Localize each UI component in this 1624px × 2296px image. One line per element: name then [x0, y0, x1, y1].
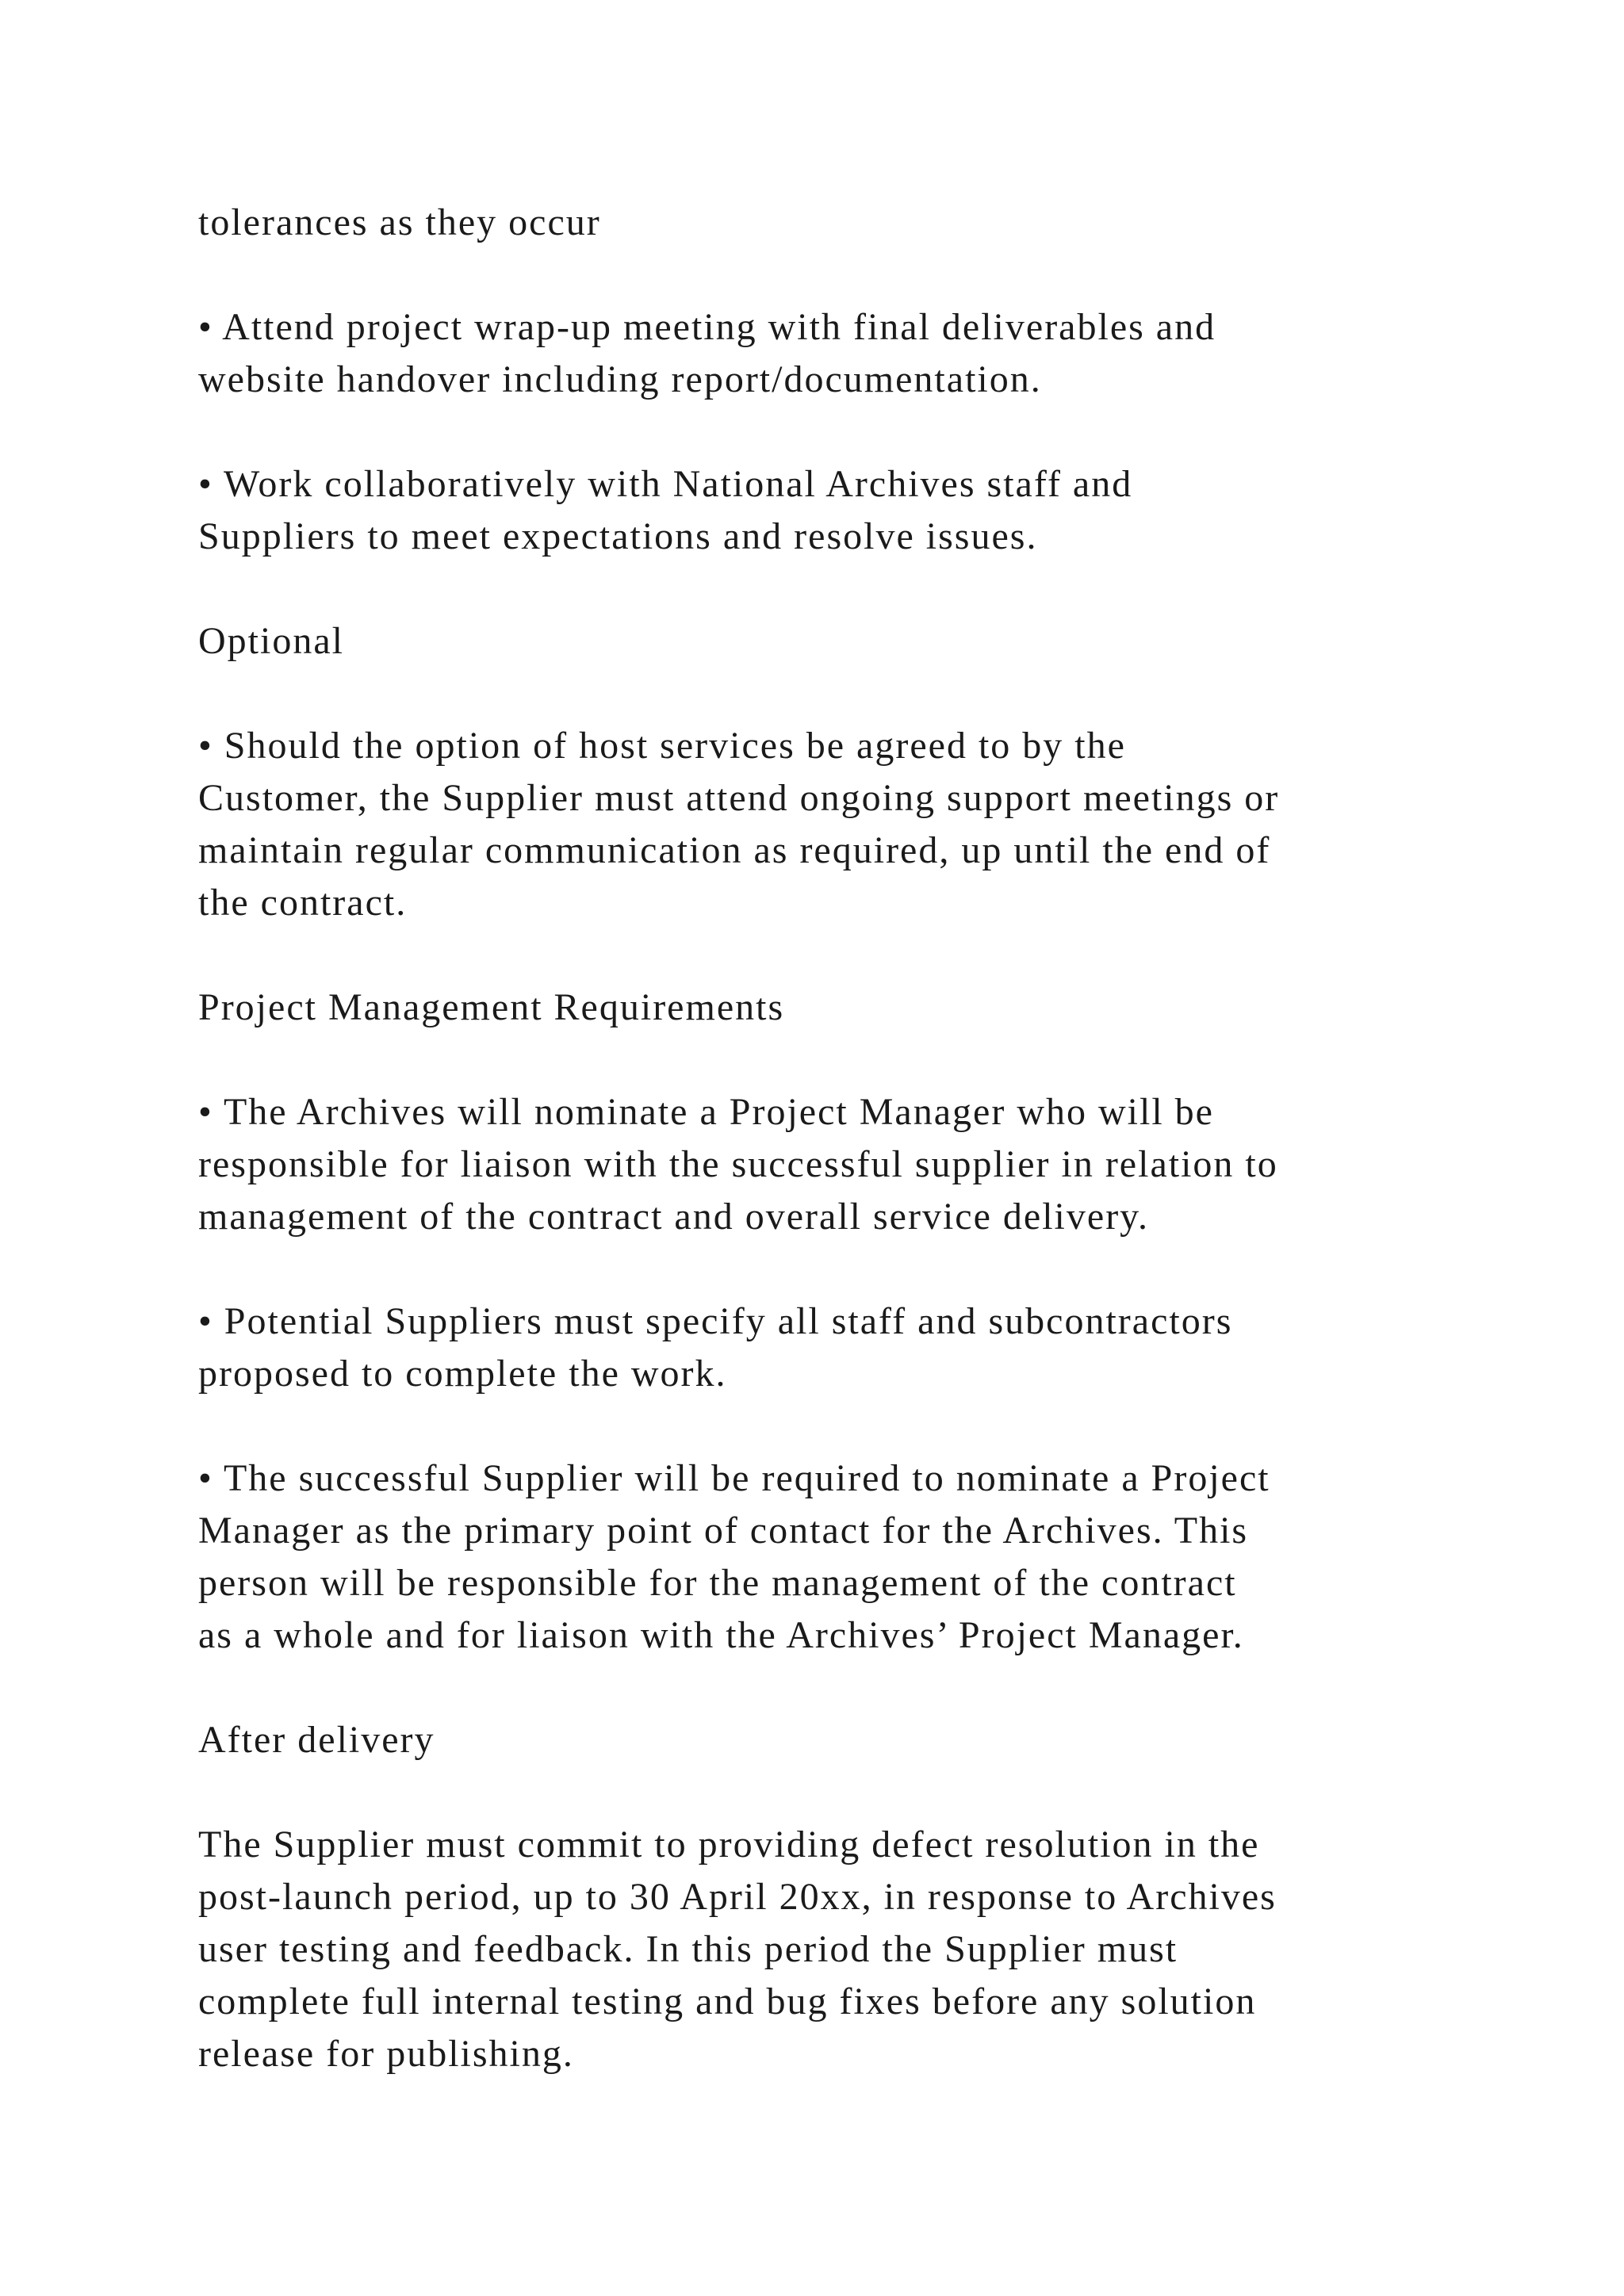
- paragraph-tolerances: [198, 197, 1499, 249]
- bullet-supplier-project-manager: [198, 1452, 1499, 1662]
- section-heading: After delivery: [198, 1719, 435, 1761]
- section-heading: Optional: [198, 620, 344, 662]
- text-line: Manager as the primary point of contact for the Archives. This: [198, 1510, 1249, 1552]
- document-page: [198, 197, 1499, 2133]
- text-line: as a whole and for liaison with the Archives’ Project Manager.: [198, 1614, 1244, 1656]
- heading-after-delivery: [198, 1714, 1499, 1766]
- bullet-collaboration: [198, 458, 1499, 563]
- text-line: maintain regular communication as required, up until the end of: [198, 829, 1271, 871]
- text-line: • The Archives will nominate a Project Manager who will be: [198, 1091, 1214, 1133]
- section-heading: Project Management Requirements: [198, 986, 785, 1028]
- text-line: • Should the option of host services be agreed to by the: [198, 725, 1126, 767]
- paragraph-defect-resolution: [198, 1819, 1499, 2080]
- text-line: complete full internal testing and bug fixes before any solution: [198, 1980, 1257, 2022]
- text-line: • Potential Suppliers must specify all staff and subcontractors: [198, 1300, 1233, 1342]
- text-line: • Attend project wrap-up meeting with final deliverables and: [198, 306, 1216, 348]
- bullet-host-services: [198, 720, 1499, 929]
- heading-optional: [198, 615, 1499, 668]
- text-line: user testing and feedback. In this period the Supplier must: [198, 1928, 1178, 1970]
- text-line: release for publishing.: [198, 2033, 574, 2075]
- bullet-wrap-up-meeting: [198, 301, 1499, 406]
- text-line: person will be responsible for the management of the contract: [198, 1562, 1237, 1604]
- text-line: website handover including report/documentation.: [198, 358, 1042, 400]
- text-line: tolerances as they occur: [198, 201, 601, 243]
- text-line: Suppliers to meet expectations and resolve issues.: [198, 515, 1038, 557]
- text-line: The Supplier must commit to providing defect resolution in the: [198, 1823, 1260, 1866]
- text-line: Customer, the Supplier must attend ongoing support meetings or: [198, 777, 1280, 819]
- text-line: management of the contract and overall service delivery.: [198, 1196, 1150, 1238]
- heading-project-management: [198, 982, 1499, 1034]
- text-line: post-launch period, up to 30 April 20xx, in response to Archives: [198, 1876, 1277, 1918]
- bullet-archives-project-manager: [198, 1086, 1499, 1243]
- text-line: responsible for liaison with the successful supplier in relation to: [198, 1143, 1278, 1185]
- bullet-staff-subcontractors: [198, 1295, 1499, 1400]
- text-line: • The successful Supplier will be required to nominate a Project: [198, 1457, 1270, 1499]
- text-line: the contract.: [198, 882, 408, 924]
- text-line: • Work collaboratively with National Archives staff and: [198, 463, 1133, 505]
- text-line: proposed to complete the work.: [198, 1353, 727, 1395]
